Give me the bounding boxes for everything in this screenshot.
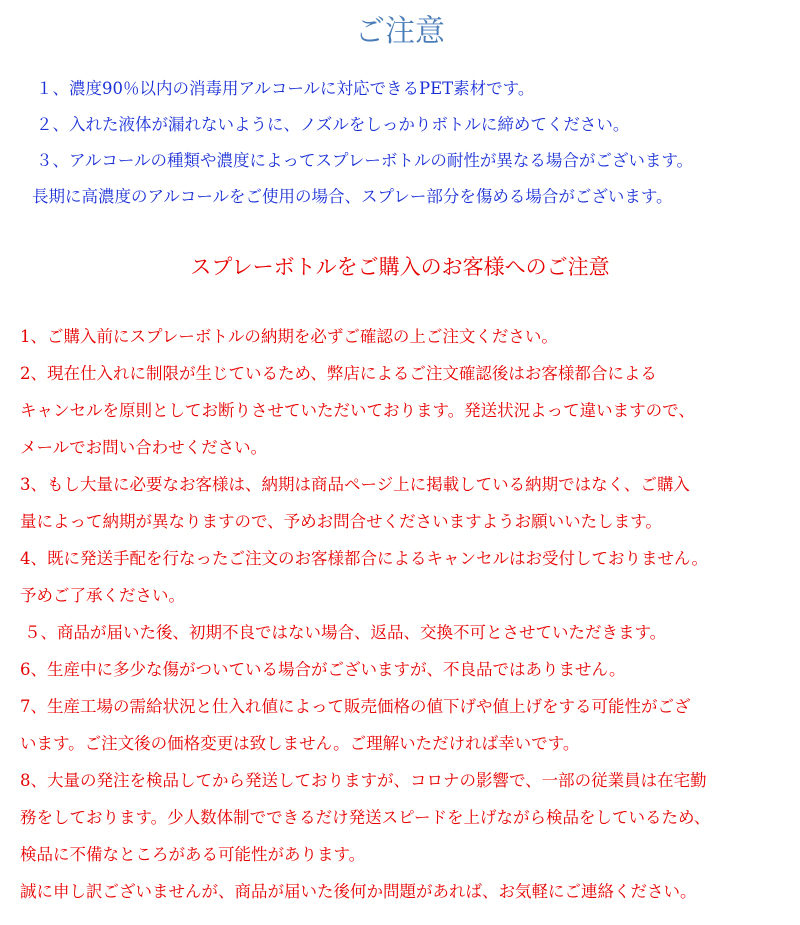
purchase-line-1: 1、ご購入前にスプレーボトルの納期を必ずご確認の上ご注文ください。 [20,327,558,346]
notice-item-3: ３、アルコールの種類や濃度によってスプレーボトルの耐性が異なる場合がございます。 [36,151,694,170]
purchase-line-9: ５、商品が届いた後、初期不良ではない場合、返品、交換不可とさせていただきます。 [24,623,667,642]
purchase-line-13: 8、大量の発注を検品してから発送しておりますが、コロナの影響で、一部の従業員は在宅勤 [20,771,707,790]
purchase-line-11: 7、生産工場の需給状況と仕入れ値によって販売価格の値下げや値上げをする可能性がござ [20,697,691,716]
purchase-line-6: 量によって納期が異なりますので、予めお問合せくださいますようお願いいたします。 [20,512,662,531]
purchase-notice-title: スプレーボトルをご購入のお客様へのご注意 [190,255,610,279]
purchase-line-8: 予めご了承ください。 [20,586,185,605]
notice-title: ご注意 [355,14,445,49]
purchase-line-15: 検品に不備なところがある可能性があります。 [20,845,366,864]
purchase-line-5: 3、もし大量に必要なお客様は、納期は商品ページ上に掲載している納期ではなく、ご購入 [20,475,690,494]
purchase-line-7: 4、既に発送手配を行なったご注文のお客様都合によるキャンセルはお受付しておりません。 [20,549,708,568]
purchase-line-10: 6、生産中に多少な傷がついている場合がございますが、不良品ではありません。 [20,660,626,679]
notice-item-4: 長期に高濃度のアルコールをご使用の場合、スプレー部分を傷める場合がございます。 [32,187,673,206]
purchase-line-3: キャンセルを原則としてお断りさせていただいております。発送状況よって違いますので、 [20,401,695,420]
purchase-line-16: 誠に申し訳ございませんが、商品が届いた後何か問題があれば、お気軽にご連絡ください。 [20,882,697,901]
purchase-line-14: 務をしております。少人数体制でできるだけ発送スピードを上げながら検品をしているため、 [20,808,711,827]
notice-item-1: １、濃度90％以内の消毒用アルコールに対応できるPET素材です。 [36,79,535,98]
purchase-line-2: 2、現在仕入れに制限が生じているため、弊店によるご注文確認後はお客様都合による [20,364,657,383]
purchase-line-4: メールでお問い合わせください。 [20,438,268,457]
notice-item-2: ２、入れた液体が漏れないように、ノズルをしっかりボトルに締めてください。 [36,115,630,134]
purchase-line-12: います。ご注文後の価格変更は致しません。ご理解いただければ幸いです。 [20,734,580,753]
